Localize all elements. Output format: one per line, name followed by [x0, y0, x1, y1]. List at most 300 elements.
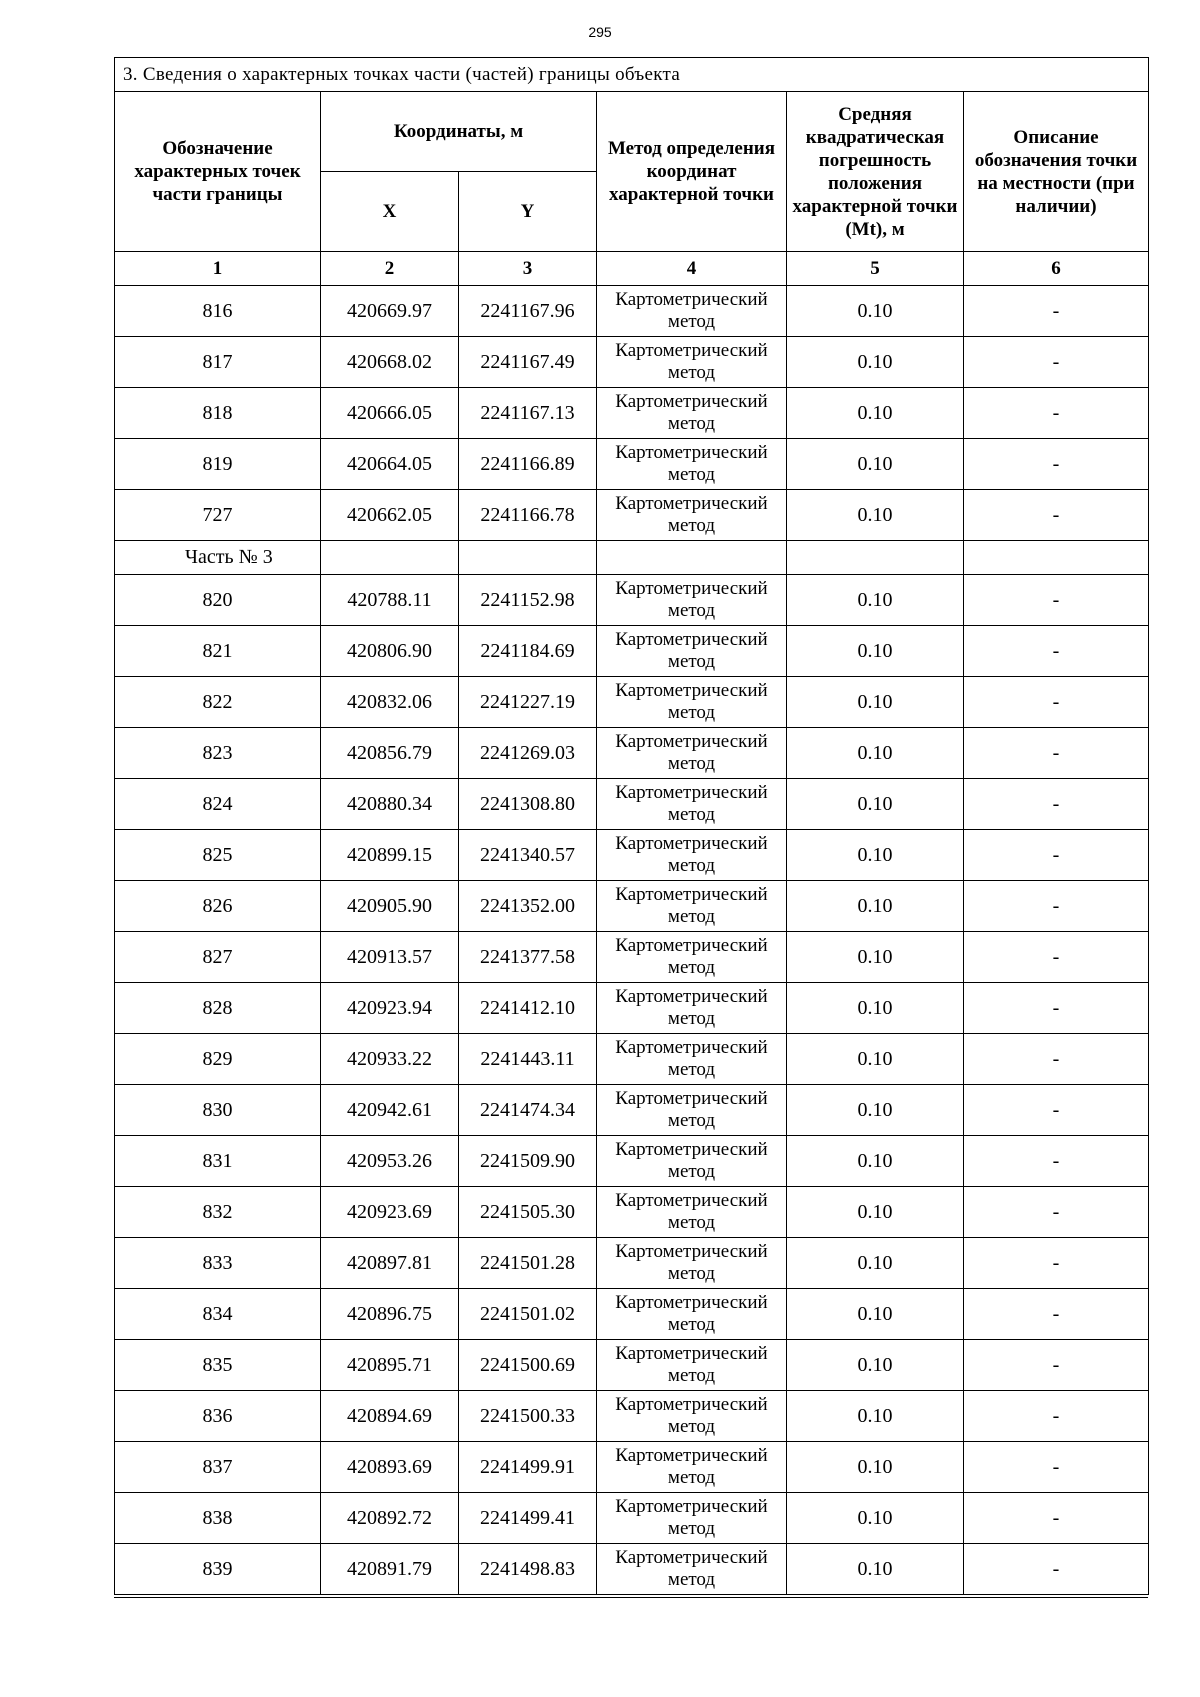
x-cell-text: 420666.05	[347, 401, 432, 424]
x-cell	[321, 728, 459, 779]
y-cell-text: 2241505.30	[480, 1200, 575, 1223]
method-cell	[597, 490, 787, 541]
mt-cell	[787, 337, 964, 388]
y-cell	[459, 1289, 597, 1340]
y-cell	[459, 728, 597, 779]
method-cell	[597, 983, 787, 1034]
mt-cell	[787, 1034, 964, 1085]
method-cell-text: Картометрический метод	[615, 391, 768, 434]
point-cell	[115, 626, 321, 677]
method-cell	[597, 1289, 787, 1340]
section-title-row	[115, 58, 1149, 92]
method-cell	[597, 1136, 787, 1187]
point-cell	[115, 1340, 321, 1391]
x-cell	[321, 1238, 459, 1289]
method-cell	[597, 677, 787, 728]
y-cell	[459, 626, 597, 677]
description-cell	[964, 1289, 1149, 1340]
table-row	[115, 337, 1149, 388]
y-cell-text: 2241167.13	[480, 401, 575, 424]
method-cell-text: Картометрический метод	[615, 1037, 768, 1080]
y-cell-text: 2241227.19	[480, 690, 575, 713]
table-row	[115, 1544, 1149, 1595]
point-cell-text: 819	[202, 452, 233, 475]
part-label: Часть № 3	[115, 541, 321, 575]
mt-cell-text: 0.10	[857, 452, 893, 475]
mt-cell	[787, 932, 964, 983]
x-cell	[321, 1391, 459, 1442]
point-cell-text: 836	[202, 1404, 233, 1427]
x-cell-text: 420953.26	[347, 1149, 432, 1172]
mt-cell-text: 0.10	[857, 894, 893, 917]
description-cell-text: -	[1052, 1251, 1060, 1274]
y-cell-text: 2241501.02	[480, 1302, 575, 1325]
method-cell-text: Картометрический метод	[615, 1241, 768, 1284]
y-cell	[459, 388, 597, 439]
table-row	[115, 1238, 1149, 1289]
mt-cell-text: 0.10	[857, 1557, 893, 1580]
x-cell-text: 420894.69	[347, 1404, 432, 1427]
description-cell	[964, 881, 1149, 932]
x-cell	[321, 881, 459, 932]
column-number: 3	[459, 252, 597, 286]
x-cell	[321, 1085, 459, 1136]
point-cell	[115, 1136, 321, 1187]
y-cell-text: 2241308.80	[480, 792, 575, 815]
x-cell-text: 420896.75	[347, 1302, 432, 1325]
method-cell-text: Картометрический метод	[615, 731, 768, 774]
y-cell-text: 2241340.57	[480, 843, 575, 866]
method-cell	[597, 1340, 787, 1391]
point-cell	[115, 1085, 321, 1136]
table-row	[115, 1391, 1149, 1442]
table-row	[115, 1187, 1149, 1238]
method-cell-text: Картометрический метод	[615, 884, 768, 927]
table-body-part-label	[115, 541, 1149, 575]
table-row	[115, 830, 1149, 881]
method-cell-text: Картометрический метод	[615, 1190, 768, 1233]
point-cell	[115, 830, 321, 881]
description-cell-text: -	[1052, 792, 1060, 815]
method-cell-text: Картометрический метод	[615, 1292, 768, 1335]
point-cell-text: 827	[202, 945, 233, 968]
empty-cell	[459, 541, 597, 575]
method-cell-text: Картометрический метод	[615, 493, 768, 536]
point-cell	[115, 1034, 321, 1085]
mt-cell	[787, 1136, 964, 1187]
table-row	[115, 881, 1149, 932]
method-cell	[597, 626, 787, 677]
table-body-part-b	[115, 575, 1149, 1595]
mt-cell	[787, 881, 964, 932]
point-cell-text: 824	[202, 792, 233, 815]
x-cell	[321, 830, 459, 881]
description-cell-text: -	[1052, 299, 1060, 322]
header-description: Описание обозначения точки на местности (при наличии)	[964, 92, 1149, 252]
method-cell	[597, 1187, 787, 1238]
point-cell-text: 832	[202, 1200, 233, 1223]
description-cell-text: -	[1052, 1098, 1060, 1121]
point-cell-text: 828	[202, 996, 233, 1019]
x-cell	[321, 932, 459, 983]
description-cell-text: -	[1052, 1506, 1060, 1529]
point-cell	[115, 388, 321, 439]
method-cell	[597, 1085, 787, 1136]
x-cell	[321, 337, 459, 388]
mt-cell-text: 0.10	[857, 1149, 893, 1172]
header-row-top	[115, 92, 1149, 172]
mt-cell-text: 0.10	[857, 843, 893, 866]
x-cell-text: 420892.72	[347, 1506, 432, 1529]
table-row	[115, 983, 1149, 1034]
point-cell-text: 829	[202, 1047, 233, 1070]
y-cell	[459, 932, 597, 983]
point-cell-text: 821	[202, 639, 233, 662]
description-cell-text: -	[1052, 452, 1060, 475]
x-cell-text: 420933.22	[347, 1047, 432, 1070]
y-cell	[459, 1340, 597, 1391]
point-cell-text: 818	[202, 401, 233, 424]
description-cell	[964, 1340, 1149, 1391]
point-cell	[115, 1289, 321, 1340]
y-cell	[459, 677, 597, 728]
column-number-row	[115, 252, 1149, 286]
x-cell	[321, 1136, 459, 1187]
x-cell-text: 420899.15	[347, 843, 432, 866]
mt-cell	[787, 1085, 964, 1136]
table-row	[115, 286, 1149, 337]
point-cell	[115, 983, 321, 1034]
y-cell-text: 2241498.83	[480, 1557, 575, 1580]
y-cell	[459, 1187, 597, 1238]
x-cell-text: 420913.57	[347, 945, 432, 968]
empty-cell	[597, 541, 787, 575]
description-cell	[964, 728, 1149, 779]
mt-cell-text: 0.10	[857, 792, 893, 815]
header-method: Метод определения координат характерной точки	[597, 92, 787, 252]
description-cell-text: -	[1052, 503, 1060, 526]
mt-cell	[787, 388, 964, 439]
method-cell	[597, 439, 787, 490]
method-cell	[597, 1391, 787, 1442]
method-cell	[597, 728, 787, 779]
y-cell	[459, 1544, 597, 1595]
empty-cell	[321, 541, 459, 575]
x-cell	[321, 779, 459, 830]
mt-cell-text: 0.10	[857, 1404, 893, 1427]
mt-cell	[787, 983, 964, 1034]
x-cell	[321, 1544, 459, 1595]
table-row	[115, 388, 1149, 439]
mt-cell-text: 0.10	[857, 639, 893, 662]
x-cell	[321, 677, 459, 728]
point-cell-text: 826	[202, 894, 233, 917]
empty-cell	[964, 541, 1149, 575]
mt-cell-text: 0.10	[857, 1098, 893, 1121]
table-row	[115, 779, 1149, 830]
y-cell	[459, 1085, 597, 1136]
description-cell	[964, 1187, 1149, 1238]
method-cell-text: Картометрический метод	[615, 833, 768, 876]
y-cell	[459, 1391, 597, 1442]
description-cell-text: -	[1052, 1353, 1060, 1376]
x-cell-text: 420895.71	[347, 1353, 432, 1376]
section-title: 3. Сведения о характерных точках части (частей) границы объекта	[115, 58, 1149, 92]
point-cell-text: 727	[202, 503, 233, 526]
y-cell-text: 2241167.96	[480, 299, 575, 322]
y-cell	[459, 1238, 597, 1289]
description-cell	[964, 1544, 1149, 1595]
mt-cell	[787, 1238, 964, 1289]
point-cell	[115, 1442, 321, 1493]
x-cell	[321, 490, 459, 541]
point-cell	[115, 932, 321, 983]
mt-cell	[787, 728, 964, 779]
description-cell-text: -	[1052, 996, 1060, 1019]
y-cell	[459, 337, 597, 388]
method-cell	[597, 286, 787, 337]
method-cell-text: Картометрический метод	[615, 1088, 768, 1131]
description-cell-text: -	[1052, 1557, 1060, 1580]
method-cell	[597, 575, 787, 626]
header-y: Y	[459, 172, 597, 252]
table-row	[115, 677, 1149, 728]
y-cell-text: 2241500.69	[480, 1353, 575, 1376]
y-cell-text: 2241167.49	[480, 350, 575, 373]
y-cell	[459, 490, 597, 541]
description-cell	[964, 1136, 1149, 1187]
x-cell	[321, 1340, 459, 1391]
x-cell	[321, 388, 459, 439]
description-cell-text: -	[1052, 690, 1060, 713]
y-cell	[459, 1136, 597, 1187]
method-cell-text: Картометрический метод	[615, 340, 768, 383]
mt-cell-text: 0.10	[857, 1047, 893, 1070]
point-cell-text: 837	[202, 1455, 233, 1478]
table-row	[115, 1085, 1149, 1136]
x-cell-text: 420923.94	[347, 996, 432, 1019]
mt-cell	[787, 1391, 964, 1442]
table-row	[115, 932, 1149, 983]
x-cell	[321, 1493, 459, 1544]
method-cell-text: Картометрический метод	[615, 1496, 768, 1539]
method-cell	[597, 1493, 787, 1544]
mt-cell-text: 0.10	[857, 1353, 893, 1376]
point-cell-text: 823	[202, 741, 233, 764]
y-cell-text: 2241269.03	[480, 741, 575, 764]
point-cell-text: 831	[202, 1149, 233, 1172]
point-cell-text: 833	[202, 1251, 233, 1274]
coordinates-table	[114, 57, 1149, 1595]
mt-cell	[787, 1289, 964, 1340]
y-cell	[459, 1034, 597, 1085]
table-row	[115, 1034, 1149, 1085]
description-cell	[964, 439, 1149, 490]
method-cell	[597, 932, 787, 983]
table-row	[115, 1136, 1149, 1187]
description-cell	[964, 337, 1149, 388]
x-cell-text: 420856.79	[347, 741, 432, 764]
description-cell	[964, 983, 1149, 1034]
mt-cell	[787, 626, 964, 677]
column-number: 2	[321, 252, 459, 286]
description-cell	[964, 1034, 1149, 1085]
description-cell	[964, 575, 1149, 626]
table-row	[115, 439, 1149, 490]
column-number: 4	[597, 252, 787, 286]
y-cell-text: 2241412.10	[480, 996, 575, 1019]
mt-cell-text: 0.10	[857, 1455, 893, 1478]
point-cell	[115, 490, 321, 541]
point-cell-text: 830	[202, 1098, 233, 1121]
method-cell-text: Картометрический метод	[615, 782, 768, 825]
y-cell-text: 2241184.69	[480, 639, 575, 662]
point-cell-text: 817	[202, 350, 233, 373]
x-cell	[321, 286, 459, 337]
mt-cell	[787, 1442, 964, 1493]
y-cell	[459, 779, 597, 830]
x-cell-text: 420893.69	[347, 1455, 432, 1478]
x-cell-text: 420664.05	[347, 452, 432, 475]
description-cell-text: -	[1052, 1404, 1060, 1427]
description-cell	[964, 286, 1149, 337]
point-cell	[115, 1187, 321, 1238]
header-mean-error: Средняя квадратическая погрешность положения характерной точки (Mt), м	[787, 92, 964, 252]
description-cell	[964, 1085, 1149, 1136]
y-cell-text: 2241501.28	[480, 1251, 575, 1274]
mt-cell	[787, 490, 964, 541]
table-row	[115, 575, 1149, 626]
point-cell	[115, 1544, 321, 1595]
description-cell	[964, 626, 1149, 677]
table-row	[115, 728, 1149, 779]
description-cell-text: -	[1052, 350, 1060, 373]
mt-cell-text: 0.10	[857, 299, 893, 322]
empty-cell	[787, 541, 964, 575]
description-cell-text: -	[1052, 945, 1060, 968]
x-cell-text: 420897.81	[347, 1251, 432, 1274]
description-cell-text: -	[1052, 639, 1060, 662]
header-point-designation: Обозначение характерных точек части границы	[115, 92, 321, 252]
x-cell	[321, 575, 459, 626]
mt-cell-text: 0.10	[857, 996, 893, 1019]
y-cell-text: 2241499.41	[480, 1506, 575, 1529]
point-cell	[115, 881, 321, 932]
description-cell	[964, 1391, 1149, 1442]
y-cell-text: 2241166.89	[480, 452, 575, 475]
x-cell-text: 420891.79	[347, 1557, 432, 1580]
method-cell-text: Картометрический метод	[615, 289, 768, 332]
method-cell-text: Картометрический метод	[615, 1394, 768, 1437]
x-cell	[321, 1187, 459, 1238]
y-cell-text: 2241377.58	[480, 945, 575, 968]
y-cell	[459, 1442, 597, 1493]
method-cell-text: Картометрический метод	[615, 1139, 768, 1182]
mt-cell	[787, 1187, 964, 1238]
method-cell	[597, 1442, 787, 1493]
mt-cell-text: 0.10	[857, 1200, 893, 1223]
point-cell-text: 838	[202, 1506, 233, 1529]
method-cell	[597, 881, 787, 932]
mt-cell-text: 0.10	[857, 401, 893, 424]
column-number: 5	[787, 252, 964, 286]
point-cell-text: 839	[202, 1557, 233, 1580]
mt-cell-text: 0.10	[857, 945, 893, 968]
method-cell-text: Картометрический метод	[615, 1547, 768, 1590]
mt-cell	[787, 1493, 964, 1544]
description-cell-text: -	[1052, 1200, 1060, 1223]
y-cell	[459, 1493, 597, 1544]
method-cell	[597, 337, 787, 388]
mt-cell	[787, 575, 964, 626]
x-cell	[321, 1289, 459, 1340]
method-cell-text: Картометрический метод	[615, 1445, 768, 1488]
description-cell-text: -	[1052, 588, 1060, 611]
y-cell-text: 2241509.90	[480, 1149, 575, 1172]
x-cell-text: 420923.69	[347, 1200, 432, 1223]
point-cell	[115, 575, 321, 626]
y-cell	[459, 439, 597, 490]
method-cell-text: Картометрический метод	[615, 442, 768, 485]
y-cell-text: 2241352.00	[480, 894, 575, 917]
mt-cell-text: 0.10	[857, 1302, 893, 1325]
description-cell	[964, 490, 1149, 541]
description-cell-text: -	[1052, 843, 1060, 866]
description-cell-text: -	[1052, 1149, 1060, 1172]
method-cell	[597, 1238, 787, 1289]
point-cell	[115, 1391, 321, 1442]
description-cell	[964, 1238, 1149, 1289]
point-cell	[115, 1238, 321, 1289]
x-cell-text: 420662.05	[347, 503, 432, 526]
description-cell	[964, 1493, 1149, 1544]
point-cell-text: 835	[202, 1353, 233, 1376]
y-cell-text: 2241166.78	[480, 503, 575, 526]
x-cell-text: 420668.02	[347, 350, 432, 373]
mt-cell	[787, 439, 964, 490]
y-cell	[459, 575, 597, 626]
x-cell	[321, 983, 459, 1034]
point-cell	[115, 286, 321, 337]
description-cell-text: -	[1052, 741, 1060, 764]
description-cell	[964, 388, 1149, 439]
description-cell-text: -	[1052, 1047, 1060, 1070]
method-cell-text: Картометрический метод	[615, 935, 768, 978]
table-row	[115, 626, 1149, 677]
point-cell	[115, 779, 321, 830]
mt-cell	[787, 286, 964, 337]
x-cell-text: 420880.34	[347, 792, 432, 815]
header-x: X	[321, 172, 459, 252]
method-cell-text: Картометрический метод	[615, 1343, 768, 1386]
method-cell-text: Картометрический метод	[615, 986, 768, 1029]
method-cell	[597, 779, 787, 830]
x-cell	[321, 439, 459, 490]
x-cell	[321, 626, 459, 677]
mt-cell-text: 0.10	[857, 741, 893, 764]
x-cell	[321, 1034, 459, 1085]
x-cell	[321, 1442, 459, 1493]
mt-cell-text: 0.10	[857, 588, 893, 611]
table-row	[115, 1289, 1149, 1340]
coordinates-table-container	[114, 57, 1148, 1598]
y-cell-text: 2241443.11	[480, 1047, 575, 1070]
table-row	[115, 1493, 1149, 1544]
x-cell-text: 420942.61	[347, 1098, 432, 1121]
table-row	[115, 1340, 1149, 1391]
y-cell-text: 2241474.34	[480, 1098, 575, 1121]
page-number: 295	[588, 24, 612, 40]
